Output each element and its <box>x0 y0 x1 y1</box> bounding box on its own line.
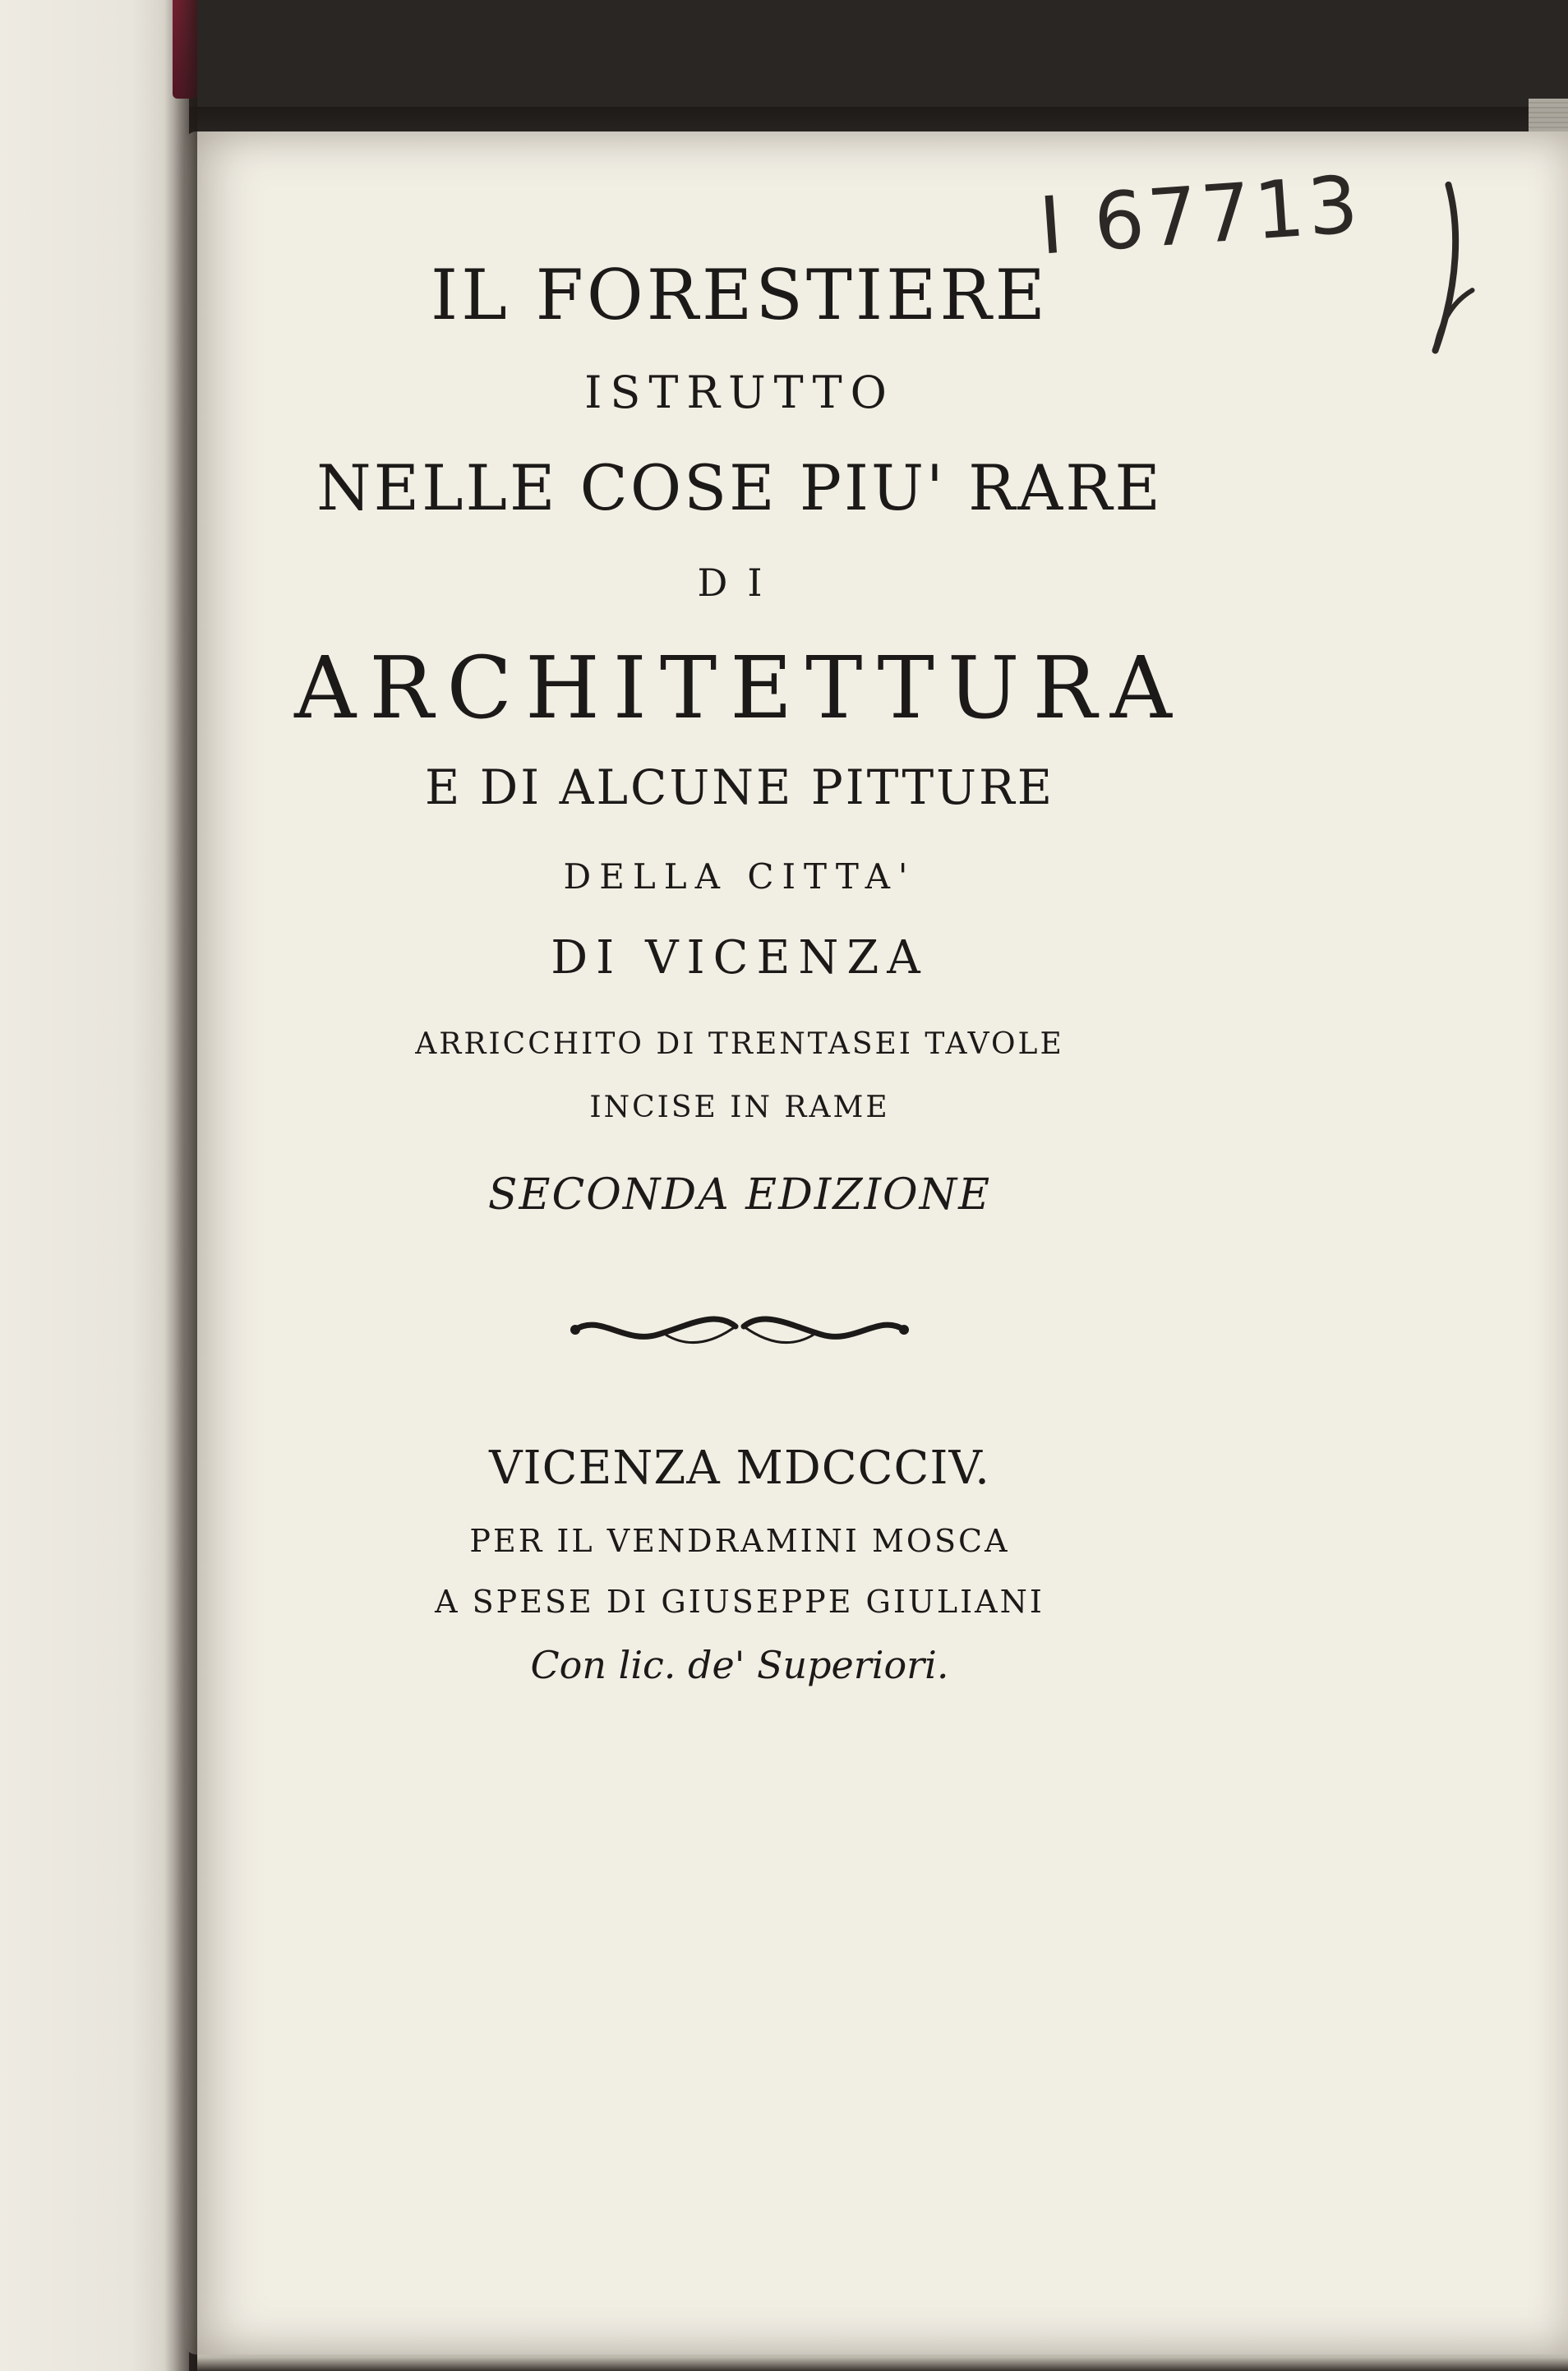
title-main: ARCHITETTURA <box>294 638 1185 738</box>
title-line-7: DELLA CITTA' <box>563 856 916 897</box>
printers-ornament-icon <box>567 1302 912 1351</box>
edition-line: SECONDA EDIZIONE <box>487 1170 992 1220</box>
title-line-4: DI <box>697 560 782 605</box>
imprint-license: Con lic. de' Superiori. <box>530 1643 949 1687</box>
title-line-2: ISTRUTTO <box>584 367 895 418</box>
title-block <box>271 255 1208 1687</box>
book-gutter <box>164 0 197 2371</box>
title-line-6: E DI ALCUNE PITTURE <box>424 759 1055 815</box>
title-line-8: DI VICENZA <box>551 931 929 985</box>
imprint-publisher: A SPESE DI GIUSEPPE GIULIANI <box>435 1584 1045 1620</box>
title-line-3: NELLE COSE PIU' RARE <box>316 451 1163 524</box>
imprint-printer: PER IL VENDRAMINI MOSCA <box>469 1523 1010 1559</box>
title-line-10: INCISE IN RAME <box>589 1091 890 1124</box>
title-line-1: IL FORESTIERE <box>430 255 1049 335</box>
left-blank-page <box>0 0 189 2371</box>
title-line-9: ARRICCHITO DI TRENTASEI TAVOLE <box>415 1027 1064 1061</box>
shelfmark-text: I 67713 <box>1035 158 1364 273</box>
imprint-place-date: VICENZA MDCCCIV. <box>489 1442 990 1495</box>
